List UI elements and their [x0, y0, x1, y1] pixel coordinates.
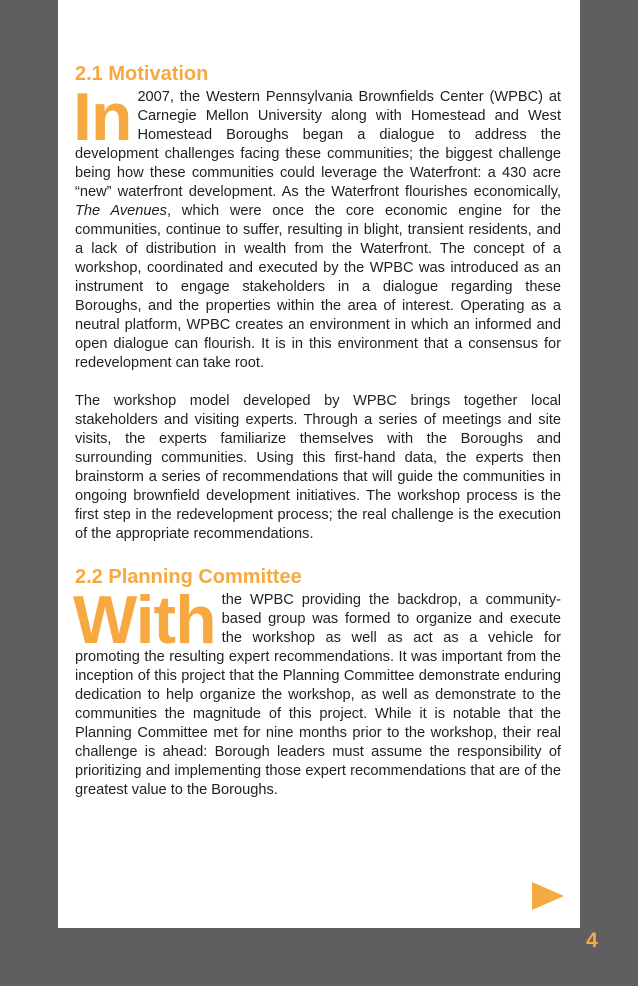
paragraph-text-tail: , which were once the core economic engine for the communities, continue to suffer, resulting in blight, transient residents, and a lack of distribution in wealth from the Waterfront. The concept of a workshop, coordinated and executed by the WPBC was introduced as an instrument to engage stakeholders in a dialogue regarding these Boroughs, and the properties within the area of interest. Operating as a neutral platform, WPBC creates an environment in which an informed and open dialogue can flourish. It is in this environment that a consensus for redevelopment can take root.: [75, 203, 561, 371]
dropcap-in: In: [73, 79, 132, 155]
paragraph-motivation-2: The workshop model developed by WPBC brings together local stakeholders and visiting experts. Through a series of meetings and site visits, the experts familiarize themselves with the Boroughs and surrounding communities. Using this first-hand data, the experts then brainstorm a series of recommendations that will guide the communities in ongoing brownfield development initiatives. The workshop process is the first step in the redevelopment process; the real challenge is the execution of the appropriate recommendations.: [75, 393, 561, 542]
next-arrow-icon[interactable]: [532, 882, 564, 910]
section-heading-motivation: 2.1 Motivation: [75, 63, 209, 85]
section-heading-planning-committee: 2.2 Planning Committee: [75, 566, 302, 588]
page-content: [75, 62, 561, 800]
paragraph-motivation-1: [73, 79, 561, 373]
paragraph-text: 2007, the Western Pennsylvania Brownfields Center (WPBC) at Carnegie Mellon University along with Homestead and West Homestead Boroughs began a dialogue to address the development challenges facing these communities; the biggest challenge being how these communities could leverage the Waterfront: a 430 acre “new” waterfront development. As the Waterfront flourishes economically,: [75, 89, 561, 200]
paragraph-planning-committee: [73, 582, 561, 800]
document-page: [58, 0, 580, 928]
paragraph-text: the WPBC providing the backdrop, a community-based group was formed to organize and execute the workshop as well as act as a vehicle for promoting the resulting expert recommendations. It was important from the inception of this project that the Planning Committee demonstrate enduring dedication to help organize the workshop, as well as demonstrate to the communities the magnitude of this project. While it is notable that the Planning Committee met for nine months prior to the workshop, their real challenge is ahead: Borough leaders must assume the responsibility of prioritizing and implementing those expert recommendations that are of the greatest value to the Boroughs.: [75, 592, 561, 798]
page-number: 4: [586, 929, 598, 952]
italic-text-the-avenues: The Avenues: [75, 203, 167, 219]
dropcap-with: With: [73, 582, 216, 658]
